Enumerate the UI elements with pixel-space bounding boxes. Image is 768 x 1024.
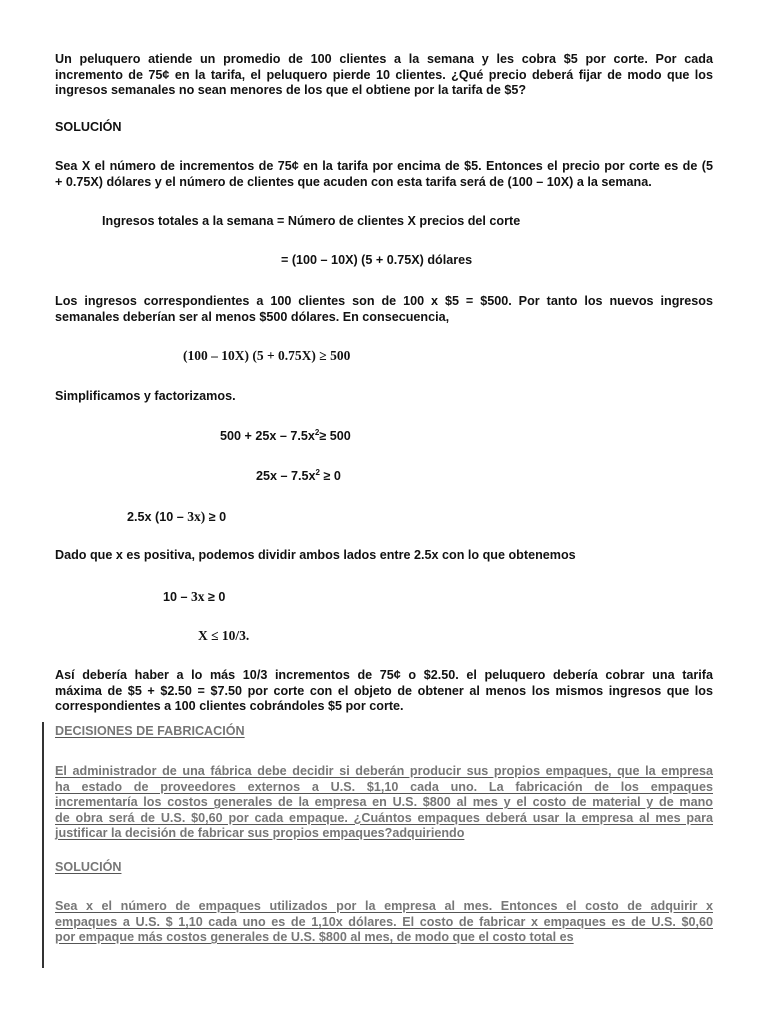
problem2-solution-heading: SOLUCIÓN — [55, 860, 122, 874]
problem-statement — [55, 52, 713, 99]
step-3-right: ≥ 0 — [205, 510, 227, 524]
problem2-line: ha estado de proveedores externos a U.S. $1,10 cada uno. La fabricación de los empaques — [55, 779, 713, 794]
income-base-paragraph — [55, 294, 713, 325]
problem2-line: incrementaría los costos generales de la empresa en U.S. $800 al mes y el costo de material y de mano — [55, 795, 713, 809]
definition-line: + 0.75X) dólares y el número de clientes que acuden con esta tarifa será de (100 – 10X) a la semana. — [55, 174, 652, 189]
step-3-mid: 3x) — [187, 509, 206, 524]
step-1-exponent: 2 — [314, 428, 320, 437]
step-1-left: 500 + 25x – 7.5x — [220, 429, 315, 443]
step-4-mid: 3x — [191, 589, 205, 604]
step-5: X ≤ 10/3. — [198, 628, 250, 643]
step-2 — [256, 469, 341, 483]
step-3-left: 2.5x (10 – — [127, 510, 188, 524]
statement-line: incremento de 75¢ en la tarifa, el peluquero pierde 10 clientes. ¿Qué precio deberá fijar de modo que los — [55, 67, 713, 82]
variable-definition — [55, 159, 713, 190]
problem2-line: El administrador de una fábrica debe decidir si deberán producir sus propios empaques, que la empresa — [55, 764, 713, 778]
problem2-definition — [55, 899, 713, 946]
step-3 — [127, 509, 226, 525]
income-base-line: Los ingresos correspondientes a 100 clientes son de 100 x $5 = $500. Por tanto los nuevos ingresos — [55, 294, 713, 308]
definition-line: Sea X el número de incrementos de 75¢ en la tarifa por encima de $5. Entonces el precio por corte es de (5 — [55, 159, 713, 173]
conclusion-line: correspondientes a 100 clientes cobrándoles $5 por corte. — [55, 699, 404, 713]
change-bar — [42, 722, 44, 968]
income-expression: = (100 – 10X) (5 + 0.75X) dólares — [281, 253, 473, 267]
problem2-definition-line: por empaque más costos generales de U.S. $800 al mes, de modo que el costo total es — [55, 930, 574, 944]
income-definition: Ingresos totales a la semana = Número de clientes X precios del corte — [102, 214, 521, 228]
conclusion-line: Así debería haber a lo más 10/3 incrementos de 75¢ o $2.50. el peluquero debería cobrar una tarifa — [55, 668, 713, 682]
conclusion-paragraph — [55, 668, 713, 715]
inequality-main: (100 – 10X) (5 + 0.75X) ≥ 500 — [183, 348, 351, 363]
solution-heading: SOLUCIÓN — [55, 120, 122, 134]
step-2-exponent: 2 — [315, 468, 320, 477]
problem2-line: justificar la decisión de fabricar sus propios empaques?adquiriendo — [55, 826, 465, 840]
problem2-definition-line: empaques a U.S. $ 1,10 cada uno es de 1,10x dólares. El costo de fabricar x empaques es de U.S. $0,60 — [55, 914, 713, 929]
income-base-line: semanales deberían ser al menos $500 dólares. En consecuencia, — [55, 309, 450, 324]
step-4 — [163, 589, 225, 605]
statement-line: ingresos semanales no sean menores de los que el obtiene por la tarifa de $5? — [55, 83, 527, 97]
problem2-statement — [55, 764, 713, 842]
step-4-right: ≥ 0 — [204, 590, 226, 604]
divide-note: Dado que x es positiva, podemos dividir ambos lados entre 2.5x con lo que obtenemos — [55, 548, 576, 562]
step-1 — [220, 429, 351, 443]
problem2-definition-line: Sea x el número de empaques utilizados por la empresa al mes. Entonces el costo de adquirir x — [55, 899, 713, 913]
step-1-right: ≥ 500 — [319, 429, 351, 443]
simplify-note: Simplificamos y factorizamos. — [55, 389, 236, 403]
step-2-right: ≥ 0 — [323, 469, 341, 483]
statement-line: Un peluquero atiende un promedio de 100 clientes a la semana y les cobra $5 por corte. Por cada — [55, 52, 713, 66]
problem2-line: de obra será de U.S. $0,60 por cada empaque. ¿Cuántos empaques deberá usar la empresa al mes para — [55, 810, 713, 825]
problem2-heading: DECISIONES DE FABRICACIÓN — [55, 724, 245, 738]
conclusion-line: máxima de $5 + $2.50 = $7.50 por corte con el objeto de obtener al menos los mismos ingresos que los — [55, 683, 713, 698]
step-4-left: 10 – — [163, 590, 192, 604]
step-2-left: 25x – 7.5x — [256, 469, 316, 483]
